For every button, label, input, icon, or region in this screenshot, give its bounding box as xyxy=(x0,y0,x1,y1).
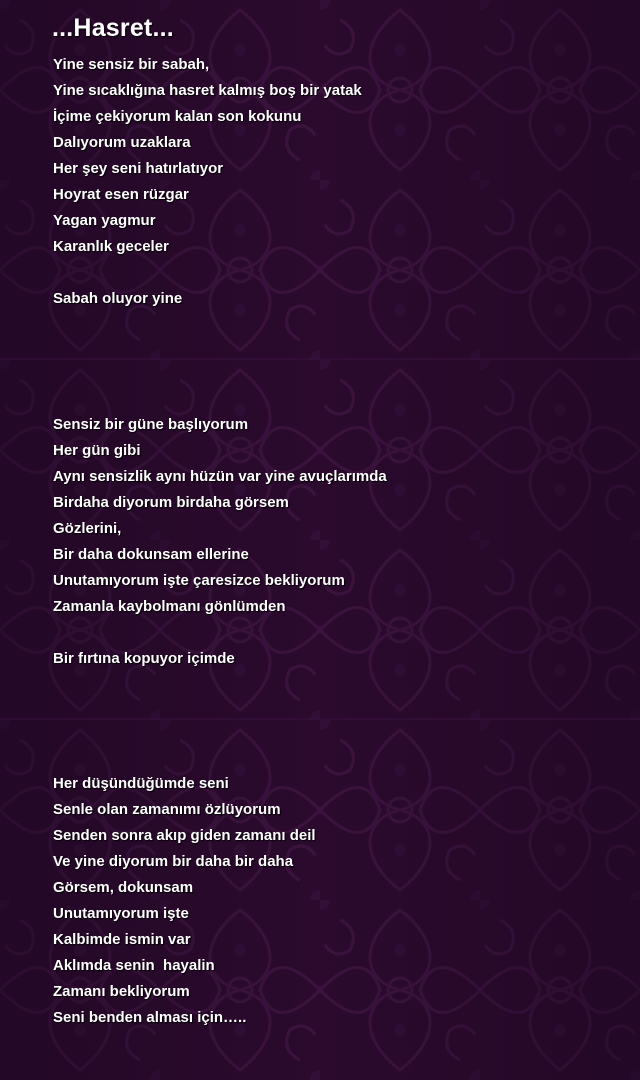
poem-line: Birdaha diyorum birdaha görsem xyxy=(53,494,289,511)
poem-line: Dalıyorum uzaklara xyxy=(53,134,191,151)
poem-line: Her şey seni hatırlatıyor xyxy=(53,160,224,177)
poem-line: Senden sonra akıp giden zamanı deil xyxy=(53,827,316,844)
poem-line: Kalbimde ismin var xyxy=(53,931,191,948)
poem-line: Yine sıcaklığına hasret kalmış boş bir yatak xyxy=(53,82,362,99)
poem-line: Her gün gibi xyxy=(53,442,141,459)
poem-line: Sensiz bir güne başlıyorum xyxy=(53,416,249,433)
poem-line: Senle olan zamanımı özlüyorum xyxy=(53,801,281,818)
poem-line: Zamanla kaybolmanı gönlümden xyxy=(53,598,286,615)
poem-line: Bir daha dokunsam ellerine xyxy=(53,546,249,563)
poem-line: Gözlerini, xyxy=(53,520,122,537)
poem-title: ...Hasret... xyxy=(52,14,174,42)
poem-line: Unutamıyorum işte xyxy=(53,905,189,922)
poem-line: Sabah oluyor yine xyxy=(53,290,183,307)
poem-line: Her düşündüğümde seni xyxy=(53,775,229,792)
stanza-2 xyxy=(53,412,387,672)
stanza-1 xyxy=(53,52,362,312)
poem-line: Zamanı bekliyorum xyxy=(53,983,190,1000)
poem-line: Aynı sensizlik aynı hüzün var yine avuçlarımda xyxy=(53,468,387,485)
poem-line: İçime çekiyorum kalan son kokunu xyxy=(53,108,302,125)
poem-line: Karanlık geceler xyxy=(53,238,169,255)
poem-line: Görsem, dokunsam xyxy=(53,879,194,896)
poem-line: Yine sensiz bir sabah, xyxy=(53,56,210,73)
poem-line: Aklımda senin hayalin xyxy=(53,957,215,974)
poem-line: Ve yine diyorum bir daha bir daha xyxy=(53,853,294,870)
poem-line: Bir fırtına kopuyor içimde xyxy=(53,650,235,667)
poem-line: Seni benden alması için….. xyxy=(53,1009,247,1026)
stanza-3 xyxy=(53,771,316,1031)
poem-line: Unutamıyorum işte çaresizce bekliyorum xyxy=(53,572,345,589)
poem-line: Yagan yagmur xyxy=(53,212,156,229)
poem-line: Hoyrat esen rüzgar xyxy=(53,186,189,203)
